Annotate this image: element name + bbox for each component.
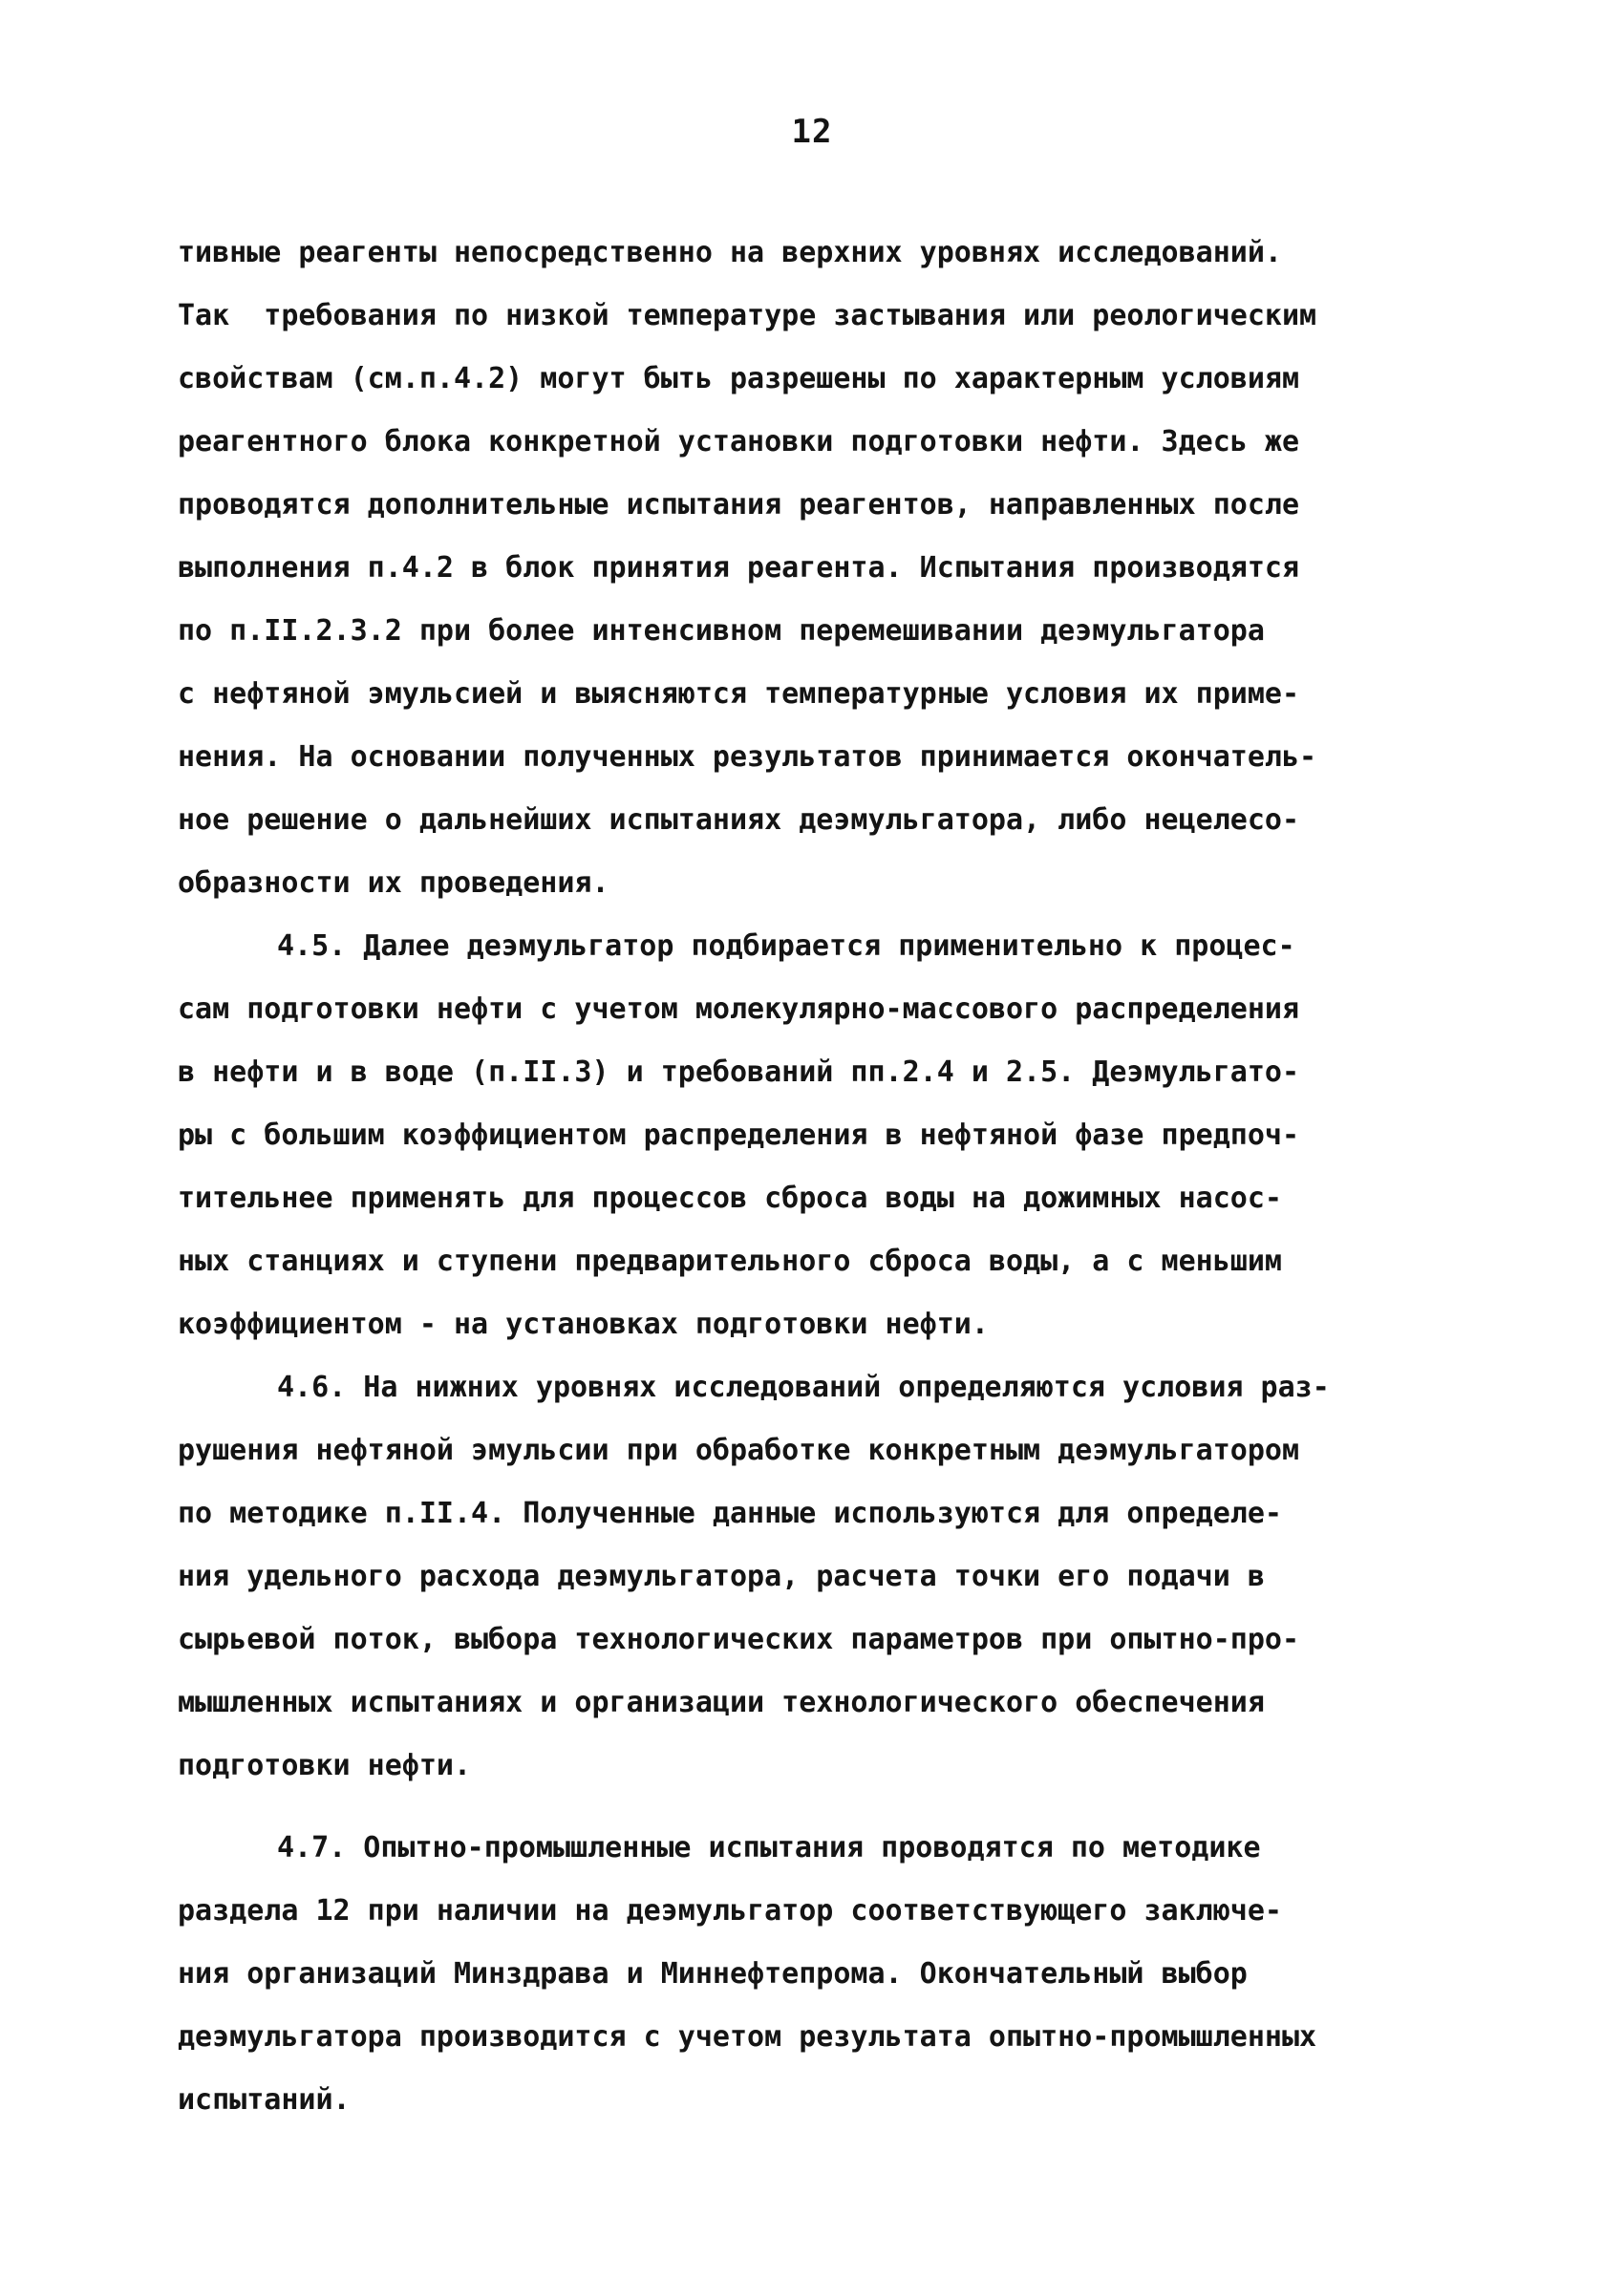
text-line: с нефтяной эмульсией и выясняются температурные условия их приме-	[178, 677, 1299, 711]
page-number: 12	[791, 113, 833, 151]
text-line: ния удельного расхода деэмульгатора, расчета точки его подачи в	[178, 1560, 1265, 1593]
text-line: мышленных испытаниях и организации технологического обеспечения	[178, 1686, 1265, 1719]
text-line: проводятся дополнительные испытания реагентов, направленных после	[178, 488, 1299, 522]
text-line: ных станциях и ступени предварительного сброса воды, а с меньшим	[178, 1245, 1282, 1278]
body-text	[178, 222, 1458, 2132]
text-line: в нефти и в воде (п.II.3) и требований пп.2.4 и 2.5. Деэмульгато-	[178, 1055, 1299, 1089]
text-line: деэмульгатора производится с учетом результата опытно-промышленных	[178, 2020, 1317, 2054]
text-line: раздела 12 при наличии на деэмульгатор соответствующего заключе-	[178, 1894, 1282, 1928]
text-line: сырьевой поток, выбора технологических параметров при опытно-про-	[178, 1623, 1299, 1656]
text-line: ния организаций Минздрава и Миннефтепрома. Окончательный выбор	[178, 1957, 1248, 1991]
text-line: по методике п.II.4. Полученные данные используются для определе-	[178, 1497, 1282, 1530]
text-line: ное решение о дальнейших испытаниях деэмульгатора, либо нецелесо-	[178, 803, 1299, 837]
text-line: свойствам (см.п.4.2) могут быть разрешены по характерным условиям	[178, 362, 1299, 395]
text-line: сам подготовки нефти с учетом молекулярно-массового распределения	[178, 992, 1299, 1026]
text-line: подготовки нефти.	[178, 1749, 472, 1782]
paragraph-4-6-start: 4.6. На нижних уровнях исследований определяются условия раз-	[277, 1371, 1330, 1404]
text-line: образности их проведения.	[178, 866, 609, 900]
text-line: испытаний.	[178, 2083, 351, 2117]
paragraph-4-5-start: 4.5. Далее деэмульгатор подбирается применительно к процес-	[277, 929, 1295, 963]
text-line: по п.II.2.3.2 при более интенсивном перемешивании деэмульгатора	[178, 614, 1265, 648]
text-line: ры с большим коэффициентом распределения в нефтяной фазе предпоч-	[178, 1119, 1299, 1152]
paragraph-4-7-start: 4.7. Опытно-промышленные испытания проводятся по методике	[277, 1831, 1261, 1864]
text-line: реагентного блока конкретной установки подготовки нефти. Здесь же	[178, 425, 1299, 458]
text-line: нения. На основании полученных результатов принимается окончатель-	[178, 740, 1317, 774]
text-line: выполнения п.4.2 в блок принятия реагента. Испытания производятся	[178, 551, 1299, 585]
paragraph-gap	[178, 1798, 1458, 1817]
text-line: тительнее применять для процессов сброса воды на дожимных насос-	[178, 1182, 1282, 1215]
text-line: Так требования по низкой температуре застывания или реологическим	[178, 299, 1317, 332]
text-line: рушения нефтяной эмульсии при обработке конкретным деэмульгатором	[178, 1434, 1299, 1467]
text-line: коэффициентом - на установках подготовки нефти.	[178, 1308, 989, 1341]
text-line: тивные реагенты непосредственно на верхних уровнях исследований.	[178, 236, 1282, 269]
